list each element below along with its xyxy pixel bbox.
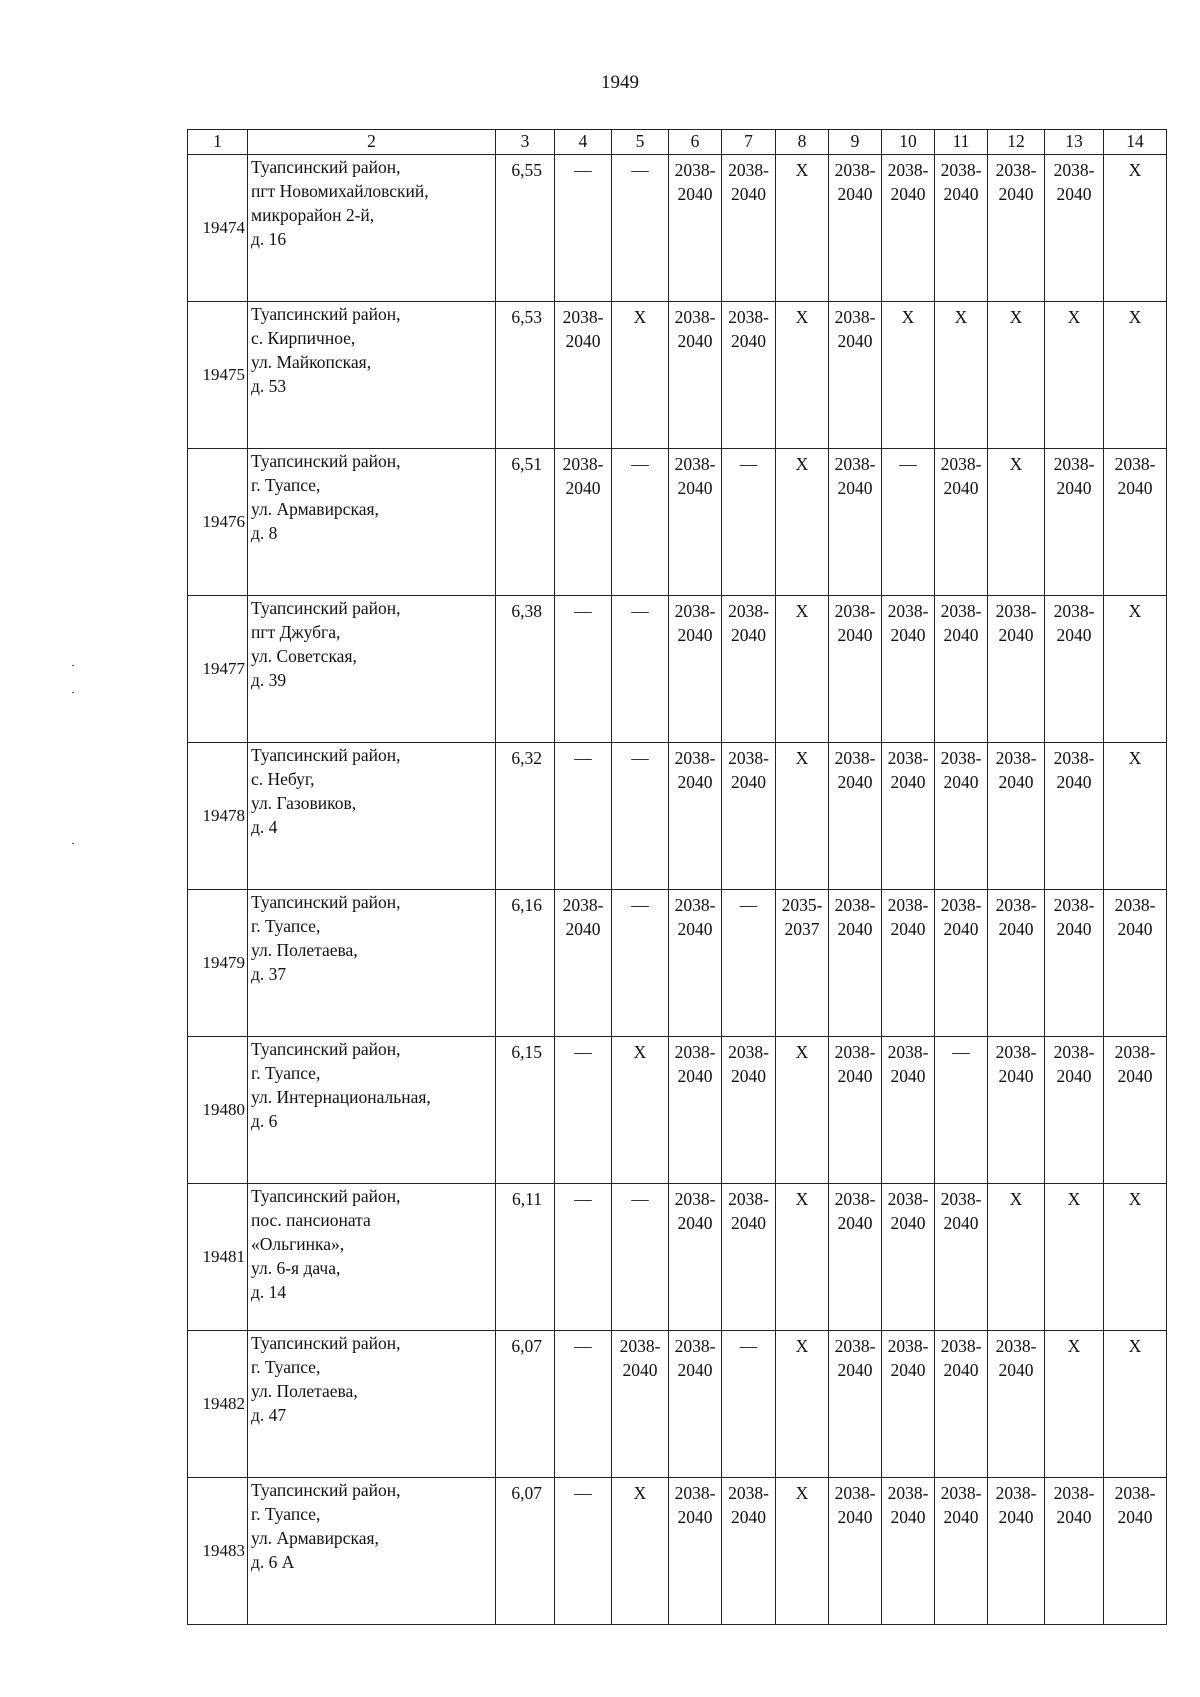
value-cell: 6,11 — [496, 1184, 555, 1331]
value-cell: 6,53 — [496, 302, 555, 449]
row-number: 19482 — [188, 1331, 248, 1478]
period-cell: — — [555, 1037, 612, 1184]
period-cell: — — [555, 155, 612, 302]
period-cell: 2038- 2040 — [1045, 1478, 1104, 1625]
column-header: 9 — [829, 130, 882, 155]
period-cell: 2038- 2040 — [1045, 743, 1104, 890]
period-cell: 2038- 2040 — [829, 743, 882, 890]
period-cell: 2038- 2040 — [1045, 449, 1104, 596]
period-cell: X — [1104, 743, 1167, 890]
period-cell: — — [882, 449, 935, 596]
period-cell: 2038- 2040 — [669, 1478, 722, 1625]
period-cell: 2038- 2040 — [722, 743, 776, 890]
table-row — [188, 1478, 1167, 1625]
value-cell: 6,07 — [496, 1478, 555, 1625]
column-header: 8 — [776, 130, 829, 155]
table-row — [188, 1184, 1167, 1331]
period-cell: 2038- 2040 — [669, 1184, 722, 1331]
period-cell: 2038- 2040 — [1104, 1037, 1167, 1184]
table-row — [188, 1037, 1167, 1184]
period-cell: X — [776, 596, 829, 743]
period-cell: 2038- 2040 — [988, 1331, 1045, 1478]
period-cell: 2038- 2040 — [829, 1037, 882, 1184]
period-cell: 2038- 2040 — [935, 596, 988, 743]
period-cell: 2038- 2040 — [1104, 890, 1167, 1037]
column-header: 14 — [1104, 130, 1167, 155]
address-cell: Туапсинский район, пгт Новомихайловский, микрорайон 2-й, д. 16 — [248, 155, 496, 302]
period-cell: X — [776, 1331, 829, 1478]
period-cell: — — [555, 1331, 612, 1478]
period-cell: — — [555, 1184, 612, 1331]
period-cell: 2038- 2040 — [669, 890, 722, 1037]
value-cell: 6,07 — [496, 1331, 555, 1478]
period-cell: 2038- 2040 — [935, 1478, 988, 1625]
period-cell: X — [1104, 1331, 1167, 1478]
period-cell: X — [935, 302, 988, 449]
table-row — [188, 596, 1167, 743]
period-cell: 2038- 2040 — [882, 1478, 935, 1625]
period-cell: 2038- 2040 — [1045, 890, 1104, 1037]
value-cell: 6,32 — [496, 743, 555, 890]
row-number: 19483 — [188, 1478, 248, 1625]
period-cell: 2038- 2040 — [829, 1184, 882, 1331]
period-cell: 2038- 2040 — [935, 890, 988, 1037]
period-cell: 2038- 2040 — [669, 302, 722, 449]
table-row — [188, 1331, 1167, 1478]
period-cell: 2038- 2040 — [882, 743, 935, 890]
period-cell: 2038- 2040 — [1045, 155, 1104, 302]
period-cell: 2038- 2040 — [829, 1331, 882, 1478]
data-table — [187, 129, 1167, 1625]
address-cell: Туапсинский район, с. Кирпичное, ул. Майкопская, д. 53 — [248, 302, 496, 449]
column-header: 3 — [496, 130, 555, 155]
value-cell: 6,51 — [496, 449, 555, 596]
table-row — [188, 743, 1167, 890]
row-number: 19481 — [188, 1184, 248, 1331]
period-cell: 2038- 2040 — [555, 890, 612, 1037]
address-cell: Туапсинский район, пос. пансионата «Ольгинка», ул. 6-я дача, д. 14 — [248, 1184, 496, 1331]
period-cell: X — [1045, 302, 1104, 449]
period-cell: — — [612, 890, 669, 1037]
period-cell: — — [722, 1331, 776, 1478]
value-cell: 6,38 — [496, 596, 555, 743]
period-cell: X — [882, 302, 935, 449]
period-cell: — — [935, 1037, 988, 1184]
period-cell: 2038- 2040 — [829, 155, 882, 302]
table-header-row — [188, 130, 1167, 155]
period-cell: 2038- 2040 — [669, 743, 722, 890]
period-cell: X — [776, 1037, 829, 1184]
period-cell: — — [555, 743, 612, 890]
period-cell: 2038- 2040 — [722, 302, 776, 449]
period-cell: 2038- 2040 — [555, 449, 612, 596]
period-cell: — — [722, 449, 776, 596]
period-cell: 2038- 2040 — [722, 1478, 776, 1625]
row-number: 19479 — [188, 890, 248, 1037]
period-cell: 2038- 2040 — [882, 890, 935, 1037]
table-row — [188, 890, 1167, 1037]
address-cell: Туапсинский район, г. Туапсе, ул. Полетаева, д. 37 — [248, 890, 496, 1037]
period-cell: 2038- 2040 — [722, 596, 776, 743]
value-cell: 6,55 — [496, 155, 555, 302]
period-cell: 2038- 2040 — [988, 1037, 1045, 1184]
value-cell: 6,15 — [496, 1037, 555, 1184]
period-cell: 2038- 2040 — [829, 302, 882, 449]
period-cell: 2038- 2040 — [882, 1184, 935, 1331]
period-cell: 2038- 2040 — [612, 1331, 669, 1478]
address-cell: Туапсинский район, с. Небуг, ул. Газовиков, д. 4 — [248, 743, 496, 890]
period-cell: X — [1045, 1184, 1104, 1331]
period-cell: 2038- 2040 — [882, 596, 935, 743]
column-header: 11 — [935, 130, 988, 155]
row-number: 19476 — [188, 449, 248, 596]
period-cell: 2038- 2040 — [1104, 1478, 1167, 1625]
period-cell: 2038- 2040 — [722, 1037, 776, 1184]
table-row — [188, 302, 1167, 449]
column-header: 12 — [988, 130, 1045, 155]
address-cell: Туапсинский район, пгт Джубга, ул. Советская, д. 39 — [248, 596, 496, 743]
period-cell: X — [776, 302, 829, 449]
period-cell: 2038- 2040 — [882, 1331, 935, 1478]
period-cell: 2038- 2040 — [722, 155, 776, 302]
period-cell: 2038- 2040 — [935, 1331, 988, 1478]
value-cell: 6,16 — [496, 890, 555, 1037]
period-cell: X — [776, 155, 829, 302]
page-number: 1949 — [601, 72, 639, 93]
row-number: 19478 — [188, 743, 248, 890]
period-cell: — — [612, 1184, 669, 1331]
period-cell: 2038- 2040 — [935, 155, 988, 302]
period-cell: 2038- 2040 — [669, 1331, 722, 1478]
period-cell: 2038- 2040 — [829, 1478, 882, 1625]
period-cell: 2038- 2040 — [988, 743, 1045, 890]
row-number: 19475 — [188, 302, 248, 449]
column-header: 13 — [1045, 130, 1104, 155]
period-cell: 2035- 2037 — [776, 890, 829, 1037]
period-cell: 2038- 2040 — [669, 596, 722, 743]
period-cell: 2038- 2040 — [1104, 449, 1167, 596]
period-cell: 2038- 2040 — [722, 1184, 776, 1331]
table-row — [188, 449, 1167, 596]
address-cell: Туапсинский район, г. Туапсе, ул. Полетаева, д. 47 — [248, 1331, 496, 1478]
period-cell: X — [776, 449, 829, 596]
period-cell: 2038- 2040 — [669, 155, 722, 302]
period-cell: 2038- 2040 — [829, 596, 882, 743]
column-header: 6 — [669, 130, 722, 155]
period-cell: 2038- 2040 — [882, 1037, 935, 1184]
column-header: 5 — [612, 130, 669, 155]
period-cell: X — [988, 302, 1045, 449]
period-cell: 2038- 2040 — [829, 449, 882, 596]
scan-mark — [72, 665, 74, 666]
period-cell: 2038- 2040 — [882, 155, 935, 302]
scan-mark — [72, 843, 74, 844]
table-row — [188, 155, 1167, 302]
period-cell: X — [1104, 155, 1167, 302]
period-cell: X — [988, 1184, 1045, 1331]
period-cell: — — [612, 155, 669, 302]
period-cell: X — [776, 1184, 829, 1331]
period-cell: — — [555, 1478, 612, 1625]
period-cell: X — [1104, 302, 1167, 449]
period-cell: 2038- 2040 — [988, 155, 1045, 302]
period-cell: — — [612, 449, 669, 596]
period-cell: X — [1045, 1331, 1104, 1478]
row-number: 19477 — [188, 596, 248, 743]
column-header: 2 — [248, 130, 496, 155]
period-cell: X — [776, 743, 829, 890]
period-cell: — — [612, 596, 669, 743]
address-cell: Туапсинский район, г. Туапсе, ул. Интернациональная, д. 6 — [248, 1037, 496, 1184]
period-cell: X — [1104, 596, 1167, 743]
period-cell: 2038- 2040 — [988, 596, 1045, 743]
scan-mark — [72, 692, 74, 693]
period-cell: X — [1104, 1184, 1167, 1331]
period-cell: 2038- 2040 — [935, 1184, 988, 1331]
column-header: 4 — [555, 130, 612, 155]
period-cell: 2038- 2040 — [669, 449, 722, 596]
period-cell: X — [612, 1478, 669, 1625]
row-number: 19480 — [188, 1037, 248, 1184]
period-cell: 2038- 2040 — [669, 1037, 722, 1184]
row-number: 19474 — [188, 155, 248, 302]
period-cell: 2038- 2040 — [829, 890, 882, 1037]
period-cell: — — [722, 890, 776, 1037]
column-header: 7 — [722, 130, 776, 155]
period-cell: 2038- 2040 — [935, 743, 988, 890]
period-cell: 2038- 2040 — [555, 302, 612, 449]
period-cell: X — [612, 1037, 669, 1184]
address-cell: Туапсинский район, г. Туапсе, ул. Армавирская, д. 6 А — [248, 1478, 496, 1625]
column-header: 10 — [882, 130, 935, 155]
period-cell: X — [612, 302, 669, 449]
period-cell: 2038- 2040 — [988, 890, 1045, 1037]
period-cell: 2038- 2040 — [1045, 596, 1104, 743]
period-cell: — — [555, 596, 612, 743]
period-cell: — — [612, 743, 669, 890]
period-cell: X — [988, 449, 1045, 596]
period-cell: 2038- 2040 — [935, 449, 988, 596]
column-header: 1 — [188, 130, 248, 155]
address-cell: Туапсинский район, г. Туапсе, ул. Армавирская, д. 8 — [248, 449, 496, 596]
period-cell: X — [776, 1478, 829, 1625]
period-cell: 2038- 2040 — [988, 1478, 1045, 1625]
period-cell: 2038- 2040 — [1045, 1037, 1104, 1184]
